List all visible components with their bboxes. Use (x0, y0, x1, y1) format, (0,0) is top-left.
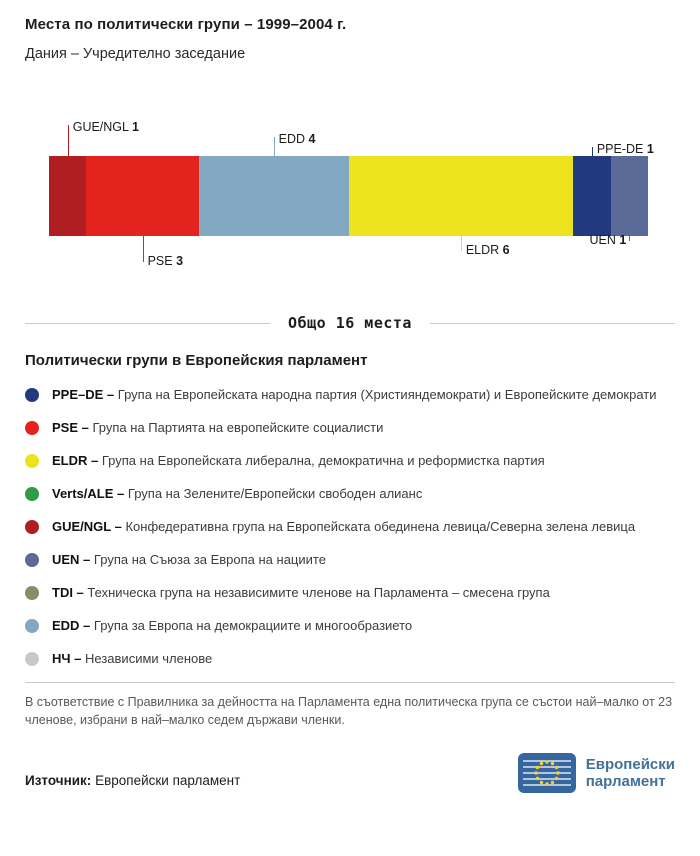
callout-GUE/NGL (68, 120, 139, 156)
callout-ELDR (461, 236, 510, 257)
source-line (25, 773, 240, 788)
legend-group-desc: Група на Европейската либерална, демократична и реформистка партия (101, 452, 545, 468)
callout-EDD (274, 132, 316, 156)
legend-group-desc: Техническа група на независимите членове на Парламента – смесена група (87, 584, 550, 600)
callout-label-ELDR (466, 243, 510, 257)
legend-color-dot (25, 586, 39, 600)
ep-logo (518, 753, 675, 793)
legend-group-desc: Група на Зелените/Европейски свободен алианс (127, 485, 423, 501)
total-seats-label: Общо 16 места (288, 314, 412, 332)
callout-PPE-DE (592, 142, 654, 156)
legend-color-dot (25, 520, 39, 534)
legend-color-dot (25, 652, 39, 666)
callout-group-name: PSE (147, 254, 177, 268)
legend-item-verts-ale (25, 485, 675, 503)
total-rule-right (430, 323, 675, 324)
eu-flag-icon (518, 753, 576, 793)
bar-segment-EDD (199, 156, 349, 236)
legend-item-gue-ngl (25, 518, 675, 536)
source-value: Европейски парламент (95, 773, 241, 789)
callout-seat-count: 1 (619, 233, 627, 247)
callout-seat-count: 3 (176, 254, 184, 268)
page-subtitle: Дания – Учредително заседание (25, 46, 246, 62)
total-seats-row (25, 314, 675, 332)
bar-segment-GUE/NGL (49, 156, 86, 236)
legend-color-dot (25, 619, 39, 633)
bar-segment-PPE-DE (573, 156, 610, 236)
legend-group-name: TDI – (52, 584, 84, 600)
callout-label-UEN (589, 233, 626, 247)
legend-group-desc: Група на Европейската народна партия (Християндемократи) и Европейските демократи (117, 387, 657, 402)
legend-item-ppe-de (25, 386, 675, 404)
ep-logo-text (586, 756, 675, 791)
legend-group-desc: Конфедеративна група на Европейската обединена левица/Северна зелена левица (125, 518, 636, 534)
seats-chart (0, 110, 700, 270)
callout-label-PPE-DE (597, 142, 654, 156)
legend-color-dot (25, 454, 39, 468)
legend-group-name: GUE/NGL – (52, 518, 122, 534)
legend-title: Политически групи в Европейския парламент (25, 352, 368, 369)
callout-group-name: PPE-DE (596, 142, 647, 156)
legend-group-name: PPE–DE – (52, 387, 115, 402)
legend-item-tdi (25, 584, 675, 602)
page-title: Места по политически групи – 1999–2004 г. (25, 16, 347, 33)
callout-label-PSE (148, 254, 183, 268)
legend-color-dot (25, 388, 39, 402)
legend-group-desc: Група на Съюза за Европа на нациите (93, 551, 326, 567)
callout-seat-count: 4 (308, 132, 316, 146)
legend-group-name: UEN – (52, 551, 91, 567)
legend-item-pse (25, 419, 675, 437)
legend-item-edd (25, 617, 675, 635)
source-label: Източник: (25, 773, 92, 789)
callout-group-name: ELDR (465, 243, 503, 257)
legend-group-name: Verts/ALE – (52, 485, 125, 501)
legend-group-name: PSE – (52, 419, 89, 435)
footnote: В съответствие с Правилника за дейността на Парламента една политическа група се състои най–малко от 23 членове, избрани в най–малко седем държави членки. (25, 695, 673, 727)
callout-label-GUE/NGL (73, 120, 139, 134)
legend-group-desc: Независими членове (85, 650, 213, 666)
chart-callouts-top (49, 110, 654, 156)
callout-seat-count: 1 (132, 120, 139, 134)
legend-item-nch (25, 650, 675, 668)
bottom-row (25, 753, 675, 793)
bar-segment-PSE (86, 156, 198, 236)
callout-seat-count: 1 (646, 142, 654, 156)
legend-color-dot (25, 487, 39, 501)
callout-label-EDD (279, 132, 316, 146)
seat-bar (49, 156, 648, 236)
chart-callouts-bottom (49, 233, 648, 270)
total-rule-left (25, 323, 270, 324)
callout-seat-count: 6 (502, 243, 510, 257)
legend-item-eldr (25, 452, 675, 470)
callout-UEN (589, 233, 630, 247)
legend-color-dot (25, 553, 39, 567)
ep-logo-text-line2: парламент (585, 773, 666, 791)
bar-segment-UEN (611, 156, 648, 236)
bar-segment-ELDR (349, 156, 574, 236)
legend-group-name: ELDR – (52, 452, 99, 468)
callout-PSE (143, 236, 184, 268)
legend-group-desc: Група на Партията на европейските социалисти (92, 419, 384, 435)
legend-list (25, 386, 675, 667)
legend-color-dot (25, 421, 39, 435)
callout-group-name: EDD (278, 132, 309, 146)
legend-group-desc: Група за Европа на демокрациите и многообразието (93, 617, 413, 633)
ep-logo-text-line1: Европейски (585, 756, 675, 774)
legend-item-uen (25, 551, 675, 569)
callout-group-name: GUE/NGL (72, 120, 132, 134)
callout-group-name: UEN (589, 233, 620, 247)
footnote-divider (25, 682, 675, 683)
legend-group-name: EDD – (52, 617, 91, 633)
legend-group-name: НЧ – (52, 650, 82, 666)
